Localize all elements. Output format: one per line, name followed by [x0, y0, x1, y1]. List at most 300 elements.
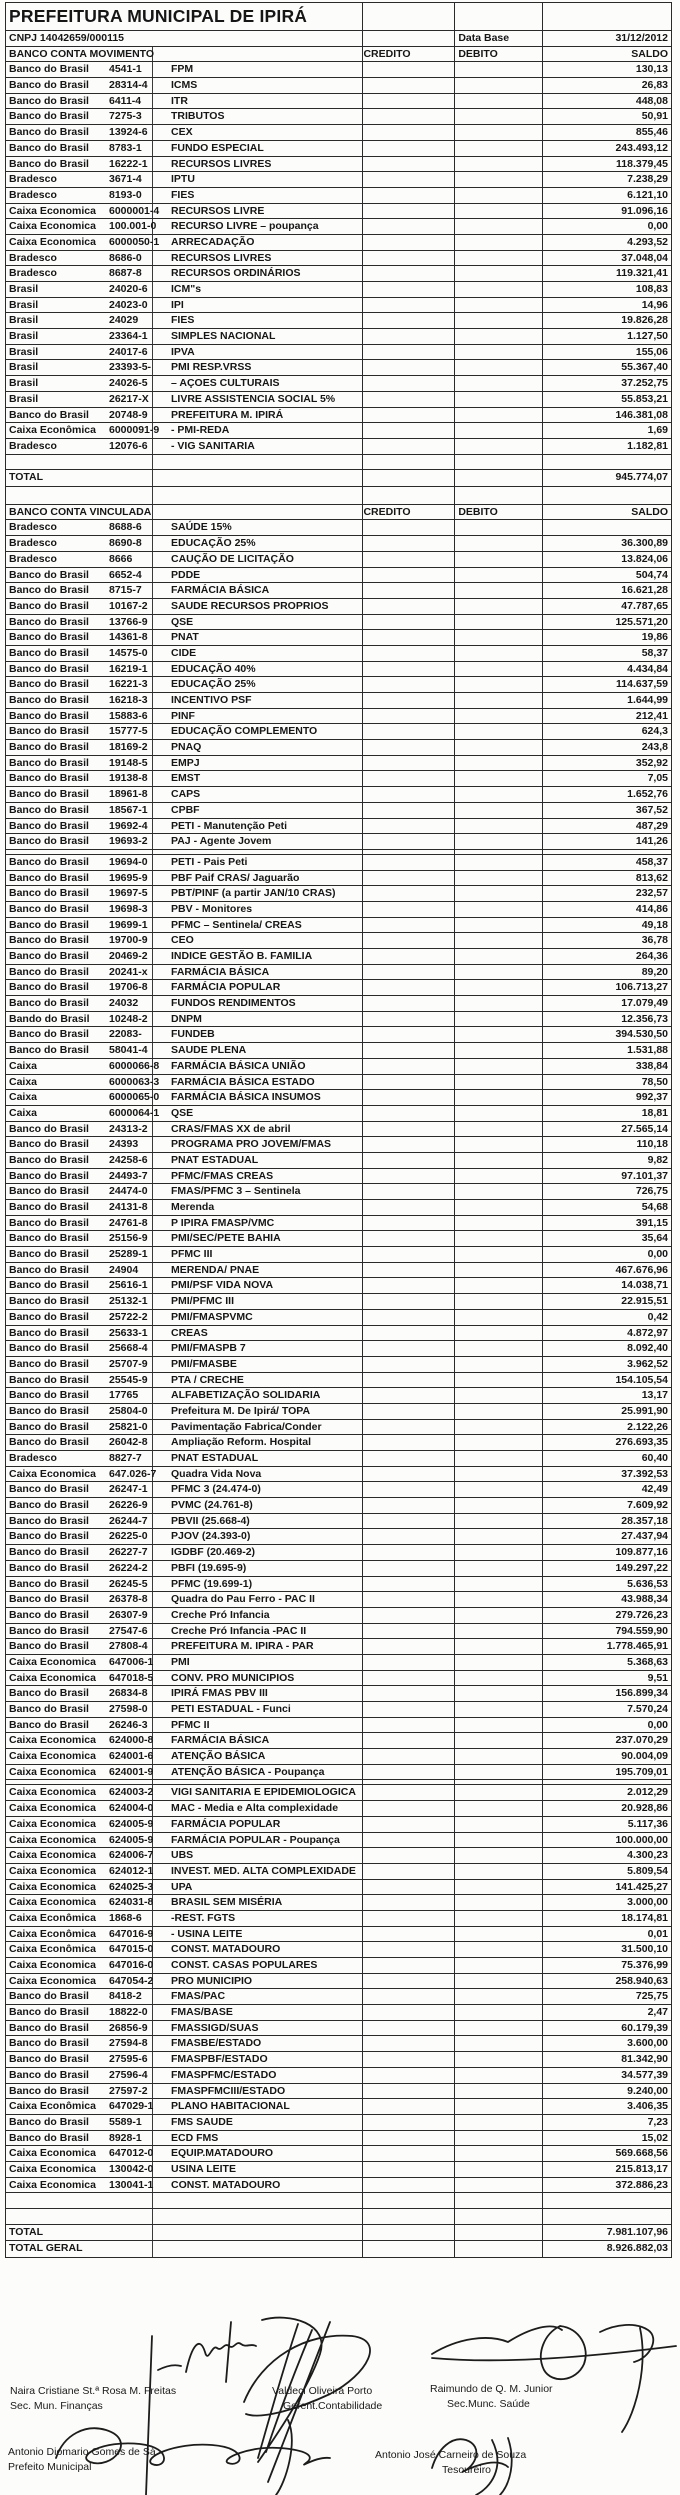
account-number: 24032	[109, 997, 139, 1010]
debito-cell	[455, 1733, 543, 1748]
saldo-cell: 794.559,90	[543, 1624, 672, 1639]
saldo-cell: 154.105,54	[543, 1373, 672, 1388]
bank-name: Banco do Brasil	[9, 1373, 89, 1386]
credito-cell	[363, 1655, 455, 1670]
table-row	[5, 965, 672, 981]
bank-name: Banco do Brasil	[9, 678, 89, 691]
row-description-cell	[6, 470, 363, 486]
debito-cell	[455, 1451, 543, 1466]
account-name: FMAS/BASE	[171, 2006, 233, 2019]
saldo-cell: 146.381,08	[543, 408, 672, 423]
cnpj-row	[5, 31, 672, 47]
credito-cell	[363, 980, 455, 995]
bank-name: Caixa Economica	[9, 220, 96, 233]
bank-name: Caixa Economica	[9, 1786, 96, 1799]
account-name: IPIRÁ FMAS PBV III	[171, 1687, 268, 1700]
row-description-cell	[6, 583, 363, 598]
row-description-cell	[6, 2146, 363, 2161]
bank-name: Banco do Brasil	[9, 126, 89, 139]
table-row	[5, 771, 672, 787]
row-description-cell	[6, 1231, 363, 1246]
row-description-cell	[6, 94, 363, 109]
table-row	[5, 2099, 672, 2115]
saldo-cell: 414,86	[543, 902, 672, 917]
account-name: Quadra do Pau Ferro - PAC II	[171, 1593, 315, 1606]
table-row	[5, 1467, 672, 1483]
credito-cell	[363, 803, 455, 818]
bank-name: Banco do Brasil	[9, 1546, 89, 1559]
row-description-cell	[6, 2021, 363, 2036]
saldo-cell: 394.530,50	[543, 1027, 672, 1042]
debito-cell	[455, 599, 543, 614]
table-row	[5, 1388, 672, 1404]
account-number: 6000063-3	[109, 1075, 160, 1088]
table-row	[5, 1817, 672, 1833]
credito-cell	[363, 1341, 455, 1356]
account-number: 26227-7	[109, 1546, 148, 1559]
saldo-cell: 215.813,17	[543, 2162, 672, 2177]
row-description-cell	[6, 536, 363, 551]
credito-cell	[363, 235, 455, 250]
bank-name: Banco do Brasil	[9, 1990, 89, 2003]
account-name: CAUÇÃO DE LICITAÇÃO	[171, 552, 294, 565]
row-description-cell	[6, 1467, 363, 1482]
row-description-cell	[6, 360, 363, 375]
saldo-cell: 130,13	[543, 62, 672, 77]
account-number: 130041-1	[109, 2178, 154, 2191]
credito-cell	[363, 1027, 455, 1042]
row-description-cell	[6, 1561, 363, 1576]
debito-cell	[455, 630, 543, 645]
saldo-cell: 813,62	[543, 871, 672, 886]
account-number: 8690-8	[109, 537, 142, 550]
bank-name: Banco do Brasil	[9, 631, 89, 644]
account-number: 8783-1	[109, 141, 142, 154]
credito-cell	[363, 1326, 455, 1341]
signature-scribble	[158, 2322, 256, 2382]
saldo-cell: 992,37	[543, 1090, 672, 1105]
account-name: PMI RESP.VRSS	[171, 361, 252, 374]
row-description-cell	[6, 2084, 363, 2099]
saldo-cell: 212,41	[543, 709, 672, 724]
debito-cell	[455, 157, 543, 172]
saldo-cell: 9.240,00	[543, 2084, 672, 2099]
saldo-cell: 0,42	[543, 1310, 672, 1325]
saldo-cell: 28.357,18	[543, 1514, 672, 1529]
account-number: 18961-8	[109, 788, 148, 801]
account-name: SAUDE RECURSOS PROPRIOS	[171, 599, 329, 612]
bank-name: Banco do Brasil	[9, 902, 89, 915]
bank-name: Bradesco	[9, 439, 57, 452]
saldo-cell: 726,75	[543, 1184, 672, 1199]
saldo-cell: 0,00	[543, 1718, 672, 1733]
debito-cell	[455, 980, 543, 995]
credito-cell	[363, 1592, 455, 1607]
bank-name: Banco do Brasil	[9, 1703, 89, 1715]
account-name: RECURSOS LIVRE	[171, 204, 265, 217]
bank-name: Caixa Economica	[9, 2178, 96, 2191]
debito-cell	[455, 1326, 543, 1341]
table-row	[5, 235, 672, 251]
account-number: 8687-8	[109, 267, 142, 280]
saldo-cell: 42,49	[543, 1482, 672, 1497]
debito-cell	[455, 298, 543, 313]
credito-cell	[363, 949, 455, 964]
account-number: 647.026-7	[109, 1467, 157, 1480]
account-number: 24131-8	[109, 1201, 148, 1213]
table-row	[5, 819, 672, 835]
row-description-cell	[6, 1545, 363, 1560]
bank-name: Caixa Economica	[9, 1817, 96, 1830]
account-name: PMI/FMASPB 7	[171, 1342, 246, 1355]
credito-cell	[363, 1514, 455, 1529]
account-number: 624006-7	[109, 1849, 154, 1862]
row-description-cell	[6, 1765, 363, 1780]
credito-cell	[363, 1749, 455, 1764]
account-name: Creche Pró Infancia -PAC II	[171, 1624, 307, 1637]
table-row	[5, 141, 672, 157]
debito-cell	[455, 2178, 543, 2193]
row-description-cell	[6, 662, 363, 677]
saldo-cell: 8.926.882,03	[543, 2241, 672, 2257]
credito-cell	[363, 1785, 455, 1800]
saldo-cell: 237.070,29	[543, 1733, 672, 1748]
table-row	[5, 1561, 672, 1577]
bank-name: Banco do Brasil	[9, 408, 89, 421]
debito-cell	[455, 1435, 543, 1450]
bank-name: Caixa Economica	[9, 1734, 96, 1747]
account-number: 8193-0	[109, 188, 142, 201]
debito-cell	[455, 933, 543, 948]
account-number: 25289-1	[109, 1248, 148, 1261]
account-name: FMAS/PAC	[171, 1990, 226, 2003]
account-name: FMASPBF/ESTADO	[171, 2053, 268, 2066]
debito-cell	[455, 109, 543, 124]
account-name: Prefeitura M. De Ipirá/ TOPA	[171, 1404, 311, 1417]
table-row	[5, 724, 672, 740]
saldo-cell: 156.899,34	[543, 1686, 672, 1701]
saldo-cell: SALDO	[543, 47, 672, 62]
credito-cell	[363, 520, 455, 535]
saldo-cell	[543, 487, 672, 504]
credito-cell	[363, 552, 455, 567]
saldo-cell: 276.693,35	[543, 1435, 672, 1450]
account-number: 624031-8	[109, 1896, 154, 1909]
account-number: 19694-0	[109, 855, 148, 868]
account-name: EMPJ	[171, 756, 200, 769]
account-number: 624004-0	[109, 1802, 154, 1815]
table-row	[5, 2084, 672, 2100]
debito-cell	[455, 886, 543, 901]
debito-cell	[455, 78, 543, 93]
credito-cell	[363, 1388, 455, 1403]
row-description-cell	[6, 552, 363, 567]
table-row	[5, 520, 672, 536]
bank-name: Banco do Brasil	[9, 1577, 89, 1590]
bank-name: Brasil	[9, 345, 39, 358]
row-description-cell	[6, 455, 363, 470]
bank-name: Banco do Brasil	[9, 741, 89, 754]
row-description-cell	[6, 1608, 363, 1623]
saldo-cell: 141,26	[543, 834, 672, 849]
table-row	[5, 1718, 672, 1734]
bank-name: Banco do Brasil	[9, 584, 89, 597]
row-description-cell	[6, 2099, 363, 2114]
table-row	[5, 298, 672, 314]
table-row	[5, 62, 672, 78]
bank-name: Brasil	[9, 283, 39, 295]
row-description-cell	[6, 1310, 363, 1325]
account-name: CONST. MATADOURO	[171, 2178, 281, 2191]
table-row	[5, 2068, 672, 2084]
account-name: DNPM	[171, 1012, 202, 1025]
account-number: 26247-1	[109, 1483, 148, 1496]
account-name: FMASBE/ESTADO	[171, 2037, 262, 2050]
debito-cell	[455, 918, 543, 933]
credito-cell	[363, 1577, 455, 1592]
bank-name: Banco do Brasil	[9, 110, 89, 123]
credito-cell	[363, 1090, 455, 1105]
account-number: 20469-2	[109, 950, 148, 962]
data-base-value: 31/12/2012	[543, 31, 672, 46]
saldo-cell: 391,15	[543, 1216, 672, 1231]
total-row	[5, 470, 672, 487]
account-number: 8827-7	[109, 1452, 142, 1464]
account-number: 16221-3	[109, 678, 148, 691]
credito-cell	[363, 2131, 455, 2146]
signatory-title: Prefeito Municipal	[8, 2461, 92, 2473]
debito-cell	[455, 996, 543, 1011]
saldo-cell: 243,8	[543, 740, 672, 755]
bank-name: Banco do Brasil	[9, 694, 89, 706]
bank-name: Bradesco	[9, 521, 57, 534]
account-name: - PMI-REDA	[171, 424, 230, 437]
account-number: 647016-0	[109, 1959, 154, 1971]
account-number: 4541-1	[109, 63, 142, 76]
account-name: FUNDOS RENDIMENTOS	[171, 997, 296, 1010]
table-row	[5, 980, 672, 996]
debito-cell	[455, 2115, 543, 2130]
table-row	[5, 756, 672, 772]
account-name: FMASPFMC/ESTADO	[171, 2068, 277, 2081]
bank-name: Banco do Brasil	[9, 94, 89, 107]
account-number: 15883-6	[109, 709, 148, 722]
table-row	[5, 1785, 672, 1801]
bank-name: Banco do Brasil	[9, 1185, 89, 1198]
table-row	[5, 933, 672, 949]
credito-cell	[363, 693, 455, 708]
account-number: 27547-6	[109, 1624, 148, 1637]
debito-cell	[455, 2225, 543, 2241]
account-number: 15777-5	[109, 725, 148, 738]
saldo-cell: 141.425,27	[543, 1880, 672, 1895]
row-description-cell	[6, 1278, 363, 1293]
bank-name: Banco do Brasil	[9, 1357, 89, 1370]
row-description-cell	[6, 902, 363, 917]
bank-name: Banco do Brasil	[9, 2115, 89, 2128]
bank-name: Banco do Brasil	[9, 2037, 89, 2050]
bank-name: Caixa	[9, 1106, 38, 1119]
account-number: 24761-8	[109, 1216, 148, 1229]
bank-name: Bradesco	[9, 251, 57, 264]
account-number: 647006-1	[109, 1655, 154, 1668]
account-name: PMI/FMASBE	[171, 1357, 237, 1370]
row-description-cell	[6, 1848, 363, 1863]
account-name: RECURSOS LIVRES	[171, 251, 272, 264]
bank-name: Banco do Brasil	[9, 1687, 89, 1700]
saldo-cell: 100.000,00	[543, 1833, 672, 1848]
debito-cell	[455, 1059, 543, 1074]
debito-cell	[455, 2146, 543, 2161]
bank-name: Banco do Brasil	[9, 934, 89, 947]
account-number: 23393-5-	[109, 361, 152, 374]
bank-name: Banco do Brasil	[9, 1310, 89, 1323]
saldo-cell: 75.376,99	[543, 1958, 672, 1973]
account-name: USINA LEITE	[171, 2162, 236, 2175]
account-number: 17765	[109, 1389, 139, 1402]
row-description-cell	[6, 1880, 363, 1895]
debito-cell	[455, 423, 543, 438]
debito-cell	[455, 1216, 543, 1231]
row-description-cell	[6, 850, 363, 854]
page-title: PREFEITURA MUNICIPAL DE IPIRÁ	[6, 3, 363, 30]
credito-cell	[363, 855, 455, 870]
table-row	[5, 266, 672, 282]
bank-name: Brasil	[9, 314, 39, 327]
credito-cell	[363, 2178, 455, 2193]
bank-name: Banco do Brasil	[9, 918, 89, 931]
saldo-cell: 119.321,41	[543, 266, 672, 281]
saldo-cell: 18.174,81	[543, 1911, 672, 1926]
credito-cell	[363, 1231, 455, 1246]
debito-cell	[455, 1702, 543, 1717]
account-number: 26246-3	[109, 1718, 148, 1731]
debito-cell	[455, 1278, 543, 1293]
account-number: 27594-8	[109, 2037, 148, 2050]
table-row	[5, 1106, 672, 1122]
credito-cell	[363, 439, 455, 454]
account-name: FARMÁCIA BÁSICA UNIÃO	[171, 1059, 306, 1072]
debito-cell	[455, 282, 543, 297]
account-number: 3671-4	[109, 173, 142, 186]
credito-cell	[363, 2241, 455, 2257]
debito-cell: DEBITO	[455, 505, 543, 520]
credito-cell	[363, 1989, 455, 2004]
row-description-cell	[6, 2193, 363, 2208]
table-row	[5, 886, 672, 902]
table-row	[5, 2131, 672, 2147]
credito-cell	[363, 568, 455, 583]
debito-cell	[455, 2241, 543, 2257]
debito-cell	[455, 1927, 543, 1942]
account-number: 8418-2	[109, 1990, 142, 2003]
credito-cell	[363, 1801, 455, 1816]
credito-cell	[363, 188, 455, 203]
debito-cell	[455, 141, 543, 156]
row-description-cell	[6, 1498, 363, 1513]
bank-name: Bando do Brasil	[9, 1012, 90, 1025]
saldo-cell: 195.709,01	[543, 1765, 672, 1780]
table-row	[5, 1749, 672, 1765]
debito-cell	[455, 2209, 543, 2224]
table-row	[5, 787, 672, 803]
credito-cell	[363, 1686, 455, 1701]
debito-cell	[455, 1833, 543, 1848]
account-number: 25707-9	[109, 1357, 148, 1370]
row-description-cell	[6, 1106, 363, 1121]
bank-name: Caixa Economica	[9, 1880, 96, 1893]
credito-cell	[363, 376, 455, 391]
signatory-title: Sec.Munc. Saúde	[447, 2398, 530, 2410]
bank-name: Caixa Economica	[9, 1671, 96, 1684]
account-name: PTA / CRECHE	[171, 1373, 244, 1386]
account-number: 1868-6	[109, 1911, 142, 1924]
cnpj-row-credito-cell	[363, 31, 455, 46]
row-description-cell	[6, 1577, 363, 1592]
credito-cell	[363, 2084, 455, 2099]
table-section	[5, 505, 672, 2258]
saldo-cell: 27.565,14	[543, 1122, 672, 1137]
saldo-cell: 504,74	[543, 568, 672, 583]
saldo-cell: 90.004,09	[543, 1749, 672, 1764]
account-number: 18822-0	[109, 2006, 148, 2019]
bank-name: Banco do Brasil	[9, 1420, 89, 1433]
account-number: 130042-0	[109, 2162, 154, 2175]
bank-name: Caixa Econômica	[9, 1927, 96, 1940]
table-row	[5, 740, 672, 756]
account-number: 24258-6	[109, 1153, 148, 1166]
credito-cell	[363, 2021, 455, 2036]
saldo-cell: 264,36	[543, 949, 672, 964]
account-number: 19138-8	[109, 772, 148, 785]
saldo-cell: 49,18	[543, 918, 672, 933]
bank-name: Banco do Brasil	[9, 1342, 89, 1355]
account-name: EDUCAÇÃO COMPLEMENTO	[171, 725, 318, 738]
debito-cell	[455, 756, 543, 771]
credito-cell	[363, 1467, 455, 1482]
saldo-cell: 5.809,54	[543, 1864, 672, 1879]
bank-name: Caixa Economica	[9, 1896, 96, 1909]
account-number: 647054-2	[109, 1974, 154, 1987]
row-description-cell	[6, 376, 363, 391]
row-description-cell	[6, 886, 363, 901]
account-number: 20748-9	[109, 408, 148, 421]
row-description-cell	[6, 47, 363, 62]
bank-name: Banco do Brasil	[9, 1232, 89, 1245]
row-label: TOTAL	[9, 2225, 44, 2238]
table-row	[5, 376, 672, 392]
bank-name: Caixa Economica	[9, 235, 96, 248]
credito-cell	[363, 1545, 455, 1560]
saldo-cell: 22.915,51	[543, 1294, 672, 1309]
account-name: PJOV (24.393-0)	[171, 1530, 251, 1543]
credito-cell	[363, 62, 455, 77]
bank-name: Banco do Brasil	[9, 1608, 89, 1621]
bank-name: Banco do Brasil	[9, 950, 89, 962]
account-name: IPVA	[171, 345, 195, 358]
account-name: INCENTIVO PSF	[171, 694, 252, 706]
account-name: PREFEITURA M. IPIRÁ	[171, 408, 284, 421]
account-name: ATENÇÃO BÁSICA - Poupança	[171, 1765, 325, 1778]
bank-name: Banco do Brasil	[9, 1326, 89, 1339]
table-row	[5, 1545, 672, 1561]
row-description-cell	[6, 1169, 363, 1184]
account-number: 19699-1	[109, 918, 148, 931]
account-name: EMST	[171, 772, 201, 785]
debito-cell	[455, 329, 543, 344]
debito-cell	[455, 1514, 543, 1529]
saldo-cell: 114.637,59	[543, 677, 672, 692]
